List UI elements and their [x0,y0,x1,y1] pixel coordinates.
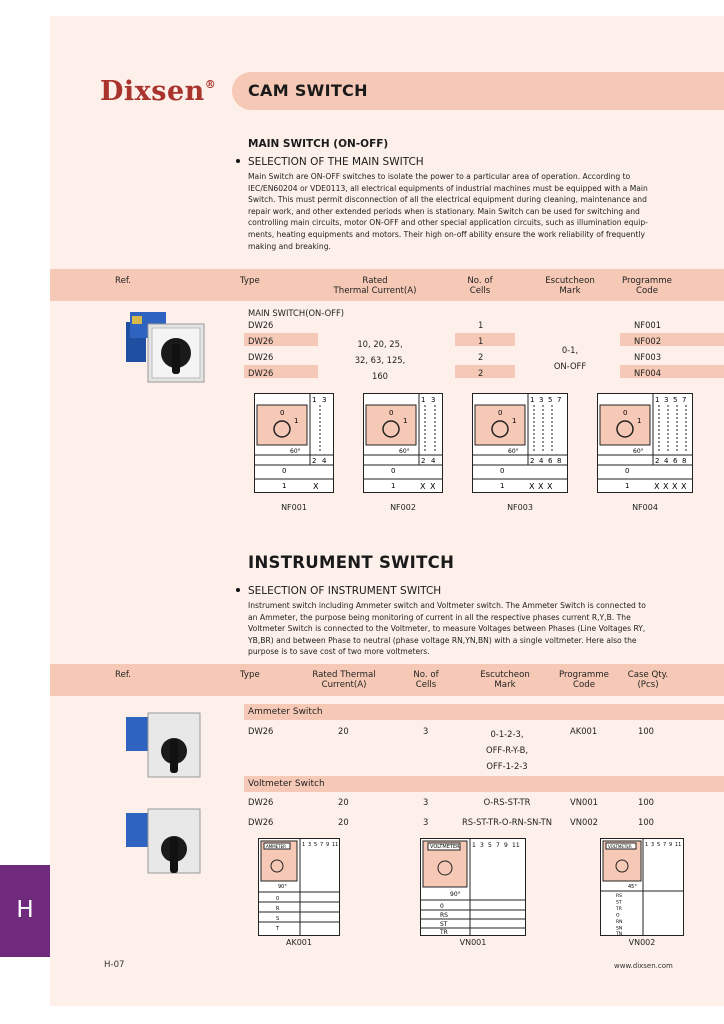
table-row-type: DW26 [248,352,274,362]
svg-text:R: R [276,906,280,912]
svg-text:5: 5 [488,842,492,849]
svg-text:4: 4 [431,457,436,465]
col-programme: Programme Code [622,276,672,296]
table-row-code: AK001 [570,726,598,736]
svg-text:7: 7 [682,396,687,404]
svg-text:7: 7 [663,842,667,848]
svg-text:X: X [538,482,544,491]
escutcheon-mark: 0-1, ON-OFF [553,345,587,371]
svg-text:3: 3 [664,396,669,404]
diagram-caption: NF001 [281,503,307,512]
svg-text:TR: TR [616,907,622,912]
diagram-caption: NF002 [390,503,416,512]
svg-text:7: 7 [496,842,500,849]
table-row-type: DW26 [248,336,274,346]
wiring-diagram-vn002 [600,838,684,936]
voltmeter-product-image [118,805,208,885]
main-switch-bullet: SELECTION OF THE MAIN SWITCH [236,156,424,168]
instrument-switch-heading: INSTRUMENT SWITCH [248,553,455,572]
svg-text:1: 1 [530,396,535,404]
svg-text:X: X [430,482,436,491]
svg-text:VOLTMETER: VOLTMETER [430,844,460,850]
svg-text:1: 1 [391,482,396,490]
instrument-switch-bullet: SELECTION OF INSTRUMENT SWITCH [236,585,441,597]
svg-text:1: 1 [294,417,299,425]
svg-text:ST: ST [440,921,448,928]
table-row-rated: 20 [338,817,349,827]
svg-text:X: X [672,482,678,491]
row-stripe [455,333,515,346]
table-row-rated: 20 [338,726,349,736]
svg-text:X: X [663,482,669,491]
svg-text:TR: TR [440,929,448,936]
table-row-cells: 1 [478,336,484,346]
svg-text:9: 9 [669,842,673,848]
table-row-rated: 20 [338,797,349,807]
svg-text:VOLTMETER: VOLTMETER [608,844,632,849]
svg-text:3: 3 [308,842,312,848]
svg-text:2: 2 [312,457,317,465]
svg-text:0: 0 [625,467,630,475]
col-ref: Ref. [114,670,131,680]
col-rated: Rated Thermal Current(A) [312,670,376,690]
col-cells: No. of Cells [413,670,439,690]
svg-text:1: 1 [655,396,660,404]
svg-text:0: 0 [389,409,394,417]
col-escutcheon: Escutcheon Mark [545,276,595,296]
rated-current-values: 10, 20, 25, 32, 63, 125, 160 [354,339,406,381]
col-ref: Ref. [114,276,131,286]
wiring-diagram-vn001 [420,838,526,936]
table-row-qty: 100 [638,817,654,827]
table-row-cells: 2 [478,368,484,378]
section-tab: H [0,865,50,957]
svg-text:SN: SN [616,926,623,932]
svg-text:1: 1 [302,842,306,848]
svg-text:1: 1 [312,396,317,404]
svg-text:0: 0 [498,409,503,417]
svg-text:8: 8 [557,457,562,465]
table-row-type: DW26 [248,320,274,330]
svg-text:11: 11 [675,842,682,848]
svg-text:9: 9 [326,842,330,848]
svg-text:60°: 60° [633,448,644,455]
svg-text:1: 1 [512,417,517,425]
svg-text:1: 1 [625,482,630,490]
instrument-switch-description: Instrument switch including Ammeter switch and Voltmeter switch. The Ammeter Switch is connected to an Ammeter, the purpose being monitoring of current in all the respective phases current R,Y,B. The Voltmeter Switch is connected to the Voltmeter, to measure Voltages between Phases (Line Voltages RY, YB,BR) and between Phase to neutral (phase voltage RN,YN,BN) with a single voltmeter. Here also the purpose is to save cost of two more voltmeters. [248,601,646,657]
svg-text:1: 1 [403,417,408,425]
table-row-code: VN001 [570,797,598,807]
table-row-escutcheon: 0-1-2-3, OFF-R-Y-B, OFF-1-2-3 [485,729,528,771]
main-switch-description: Main Switch are ON-OFF switches to isolate the power to a particular area of operation. According to IEC/EN60204 or VDE0113, all electrical equipments of industrial machines must be equipped with a Main Switch. This must permit disconnection of all the electrical equipment during cleaning, maintenance and repair work, and other extended periods when is stationary. Main Switch can be used for switching and controlling main circuits, motor ON-OFF and other special application circuits, such as illumination equip- ments, heating equipments and motors. Their high on-off ability ensure the work reliability of frequently making and breaking. [248,172,648,251]
svg-text:90°: 90° [450,891,461,898]
wiring-diagram-nf004 [597,393,693,493]
page-number: H-07 [104,960,125,970]
page-title-bar [232,72,724,110]
svg-text:0: 0 [280,409,285,417]
svg-text:T: T [276,926,280,932]
diagram-caption: NF003 [507,503,533,512]
svg-text:6: 6 [673,457,678,465]
main-switch-product-image [118,300,214,392]
svg-text:0: 0 [440,903,444,910]
svg-text:11: 11 [512,842,520,849]
svg-text:O: O [616,913,620,919]
col-cells: No. of Cells [467,276,493,296]
diagram-caption: AK001 [286,938,312,947]
svg-text:3: 3 [431,396,436,404]
svg-text:1: 1 [282,482,287,490]
table-row-cells: 3 [423,726,429,736]
svg-text:60°: 60° [399,448,410,455]
svg-text:X: X [529,482,535,491]
wiring-diagram-ak001 [258,838,340,936]
table-row-code: NF001 [634,320,662,330]
svg-text:0: 0 [391,467,396,475]
table-row-code: NF004 [634,368,662,378]
svg-text:4: 4 [539,457,544,465]
svg-text:ST: ST [616,900,622,906]
svg-text:RN: RN [616,920,623,925]
svg-text:AMMETER: AMMETER [266,844,286,849]
table-row-cells: 1 [478,320,484,330]
svg-text:9: 9 [504,842,508,849]
table-row-type: DW26 [248,797,274,807]
table-row-cells: 2 [478,352,484,362]
svg-text:8: 8 [682,457,687,465]
wiring-diagram-nf002 [363,393,443,493]
table-row-qty: 100 [638,797,654,807]
svg-text:1: 1 [637,417,642,425]
svg-text:1: 1 [472,842,476,849]
svg-text:7: 7 [557,396,562,404]
main-switch-heading: MAIN SWITCH (ON-OFF) [248,138,389,150]
col-programme: Programme Code [559,670,609,690]
group-label-main-switch: MAIN SWITCH(ON-OFF) [248,308,345,318]
svg-text:3: 3 [480,842,484,849]
table-row-type: DW26 [248,368,274,378]
col-case-qty: Case Qty. (Pcs) [627,670,669,690]
row-stripe [455,365,515,378]
svg-text:RS: RS [616,894,622,899]
svg-text:6: 6 [548,457,553,465]
svg-text:X: X [681,482,687,491]
col-escutcheon: Escutcheon Mark [480,670,530,690]
table-row-code: NF003 [634,352,662,362]
svg-text:5: 5 [548,396,553,404]
svg-text:1: 1 [500,482,505,490]
svg-text:60°: 60° [290,448,301,455]
ammeter-group-label: Ammeter Switch [248,707,323,717]
diagram-caption: NF004 [632,503,658,512]
svg-text:1: 1 [645,842,649,848]
svg-text:X: X [654,482,660,491]
table-row-cells: 3 [423,817,429,827]
svg-text:11: 11 [332,842,339,848]
svg-text:7: 7 [320,842,324,848]
table-row-code: VN002 [570,817,598,827]
svg-text:X: X [547,482,553,491]
svg-text:RS: RS [440,912,448,919]
svg-text:2: 2 [655,457,660,465]
diagram-caption: VN001 [459,938,487,947]
svg-text:3: 3 [539,396,544,404]
diagram-caption: VN002 [628,938,656,947]
svg-text:45°: 45° [628,884,637,890]
col-type: Type [240,670,260,680]
svg-text:60°: 60° [508,448,519,455]
svg-text:3: 3 [322,396,327,404]
svg-text:5: 5 [657,842,661,848]
ammeter-product-image [118,705,208,785]
table-row-escutcheon: O-RS-ST-TR [483,797,531,807]
table-row-type: DW26 [248,817,274,827]
svg-text:4: 4 [322,457,327,465]
svg-text:90°: 90° [278,884,287,890]
svg-text:3: 3 [651,842,655,848]
wiring-diagram-nf001 [254,393,334,493]
table-row-escutcheon: RS-ST-TR-O-RN-SN-TN [461,817,553,827]
table-row-type: DW26 [248,726,274,736]
svg-text:0: 0 [500,467,505,475]
svg-text:0: 0 [623,409,628,417]
wiring-diagram-nf003 [472,393,568,493]
table-row-cells: 3 [423,797,429,807]
voltmeter-group-label: Voltmeter Switch [248,779,325,789]
table-row-qty: 100 [638,726,654,736]
svg-text:S: S [276,916,280,922]
page-title: CAM SWITCH [248,81,368,100]
svg-text:2: 2 [421,457,426,465]
brand-logo: Dixsen® [100,76,217,107]
svg-text:0: 0 [282,467,287,475]
svg-text:2: 2 [530,457,535,465]
svg-text:0: 0 [276,896,280,902]
col-rated: Rated Thermal Current(A) [333,276,417,296]
col-type: Type [240,276,260,286]
svg-text:X: X [313,482,319,491]
table-row-code: NF002 [634,336,662,346]
svg-text:5: 5 [314,842,318,848]
footer-url: www.dixsen.com [614,962,673,970]
svg-text:5: 5 [673,396,678,404]
svg-text:4: 4 [664,457,669,465]
svg-text:X: X [420,482,426,491]
svg-text:TN: TN [616,932,623,936]
svg-text:1: 1 [421,396,426,404]
